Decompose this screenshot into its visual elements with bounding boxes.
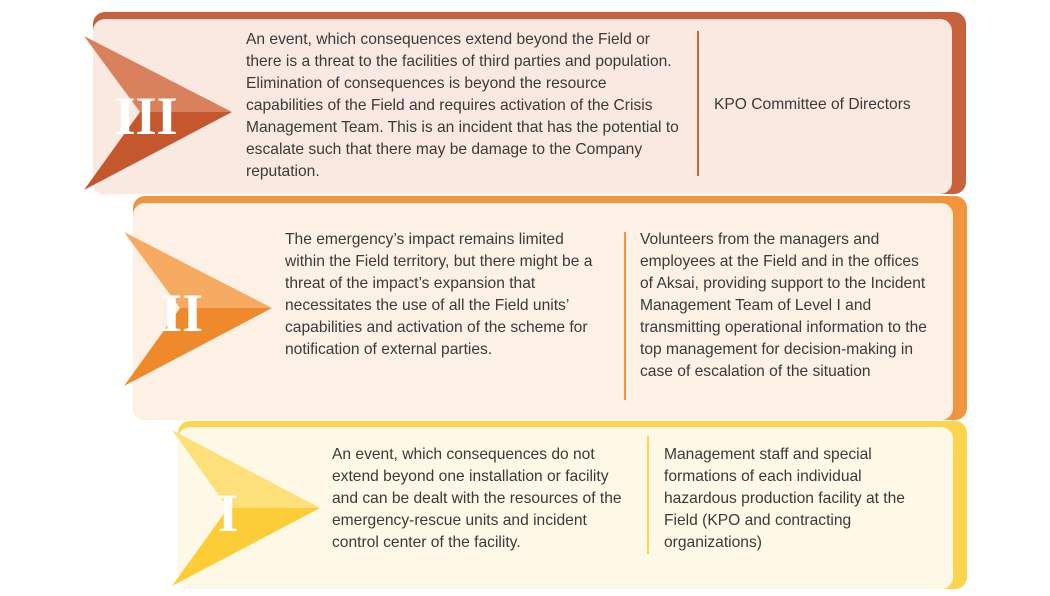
level-iii-description: An event, which consequences extend beyond the Field or there is a threat to the facilities of third parties and population. Elimination of consequences is beyond the resource capabilities of the Field and requires activation of the Crisis Management Team. This is an incident that has the potential to escalate such that there may be damage to the Company reputation. — [246, 31, 679, 180]
level-ii-responsible: Volunteers from the managers and employees at the Field and in the offices of Aksai, providing support to the Incident Management Team of Level I and transmitting operational information to the top management for decision-making in case of escalation of the situation — [640, 231, 927, 380]
level-i-numeral: I — [217, 483, 239, 543]
level-iii-numeral: III — [114, 86, 178, 146]
level-iii-responsible: KPO Committee of Directors — [714, 96, 911, 113]
level-ii-numeral: II — [160, 283, 204, 343]
level-iii-divider — [697, 31, 699, 176]
level-i-description: An event, which consequences do not extend beyond one installation or facility and can be dealt with the resources of the emergency-rescue units and incident control center of the facility. — [332, 446, 622, 551]
level-i-divider — [647, 436, 649, 554]
level-ii-description: The emergency’s impact remains limited within the Field territory, but there might be a threat of the impact’s expansion that necessitates the use of all the Field units’ capabilities and activation of the scheme for notification of external parties. — [285, 231, 593, 358]
level-ii-divider — [624, 232, 626, 400]
level-i-responsible: Management staff and special formations of each individual hazardous production facility at the Field (KPO and contracting organizations) — [664, 446, 905, 551]
